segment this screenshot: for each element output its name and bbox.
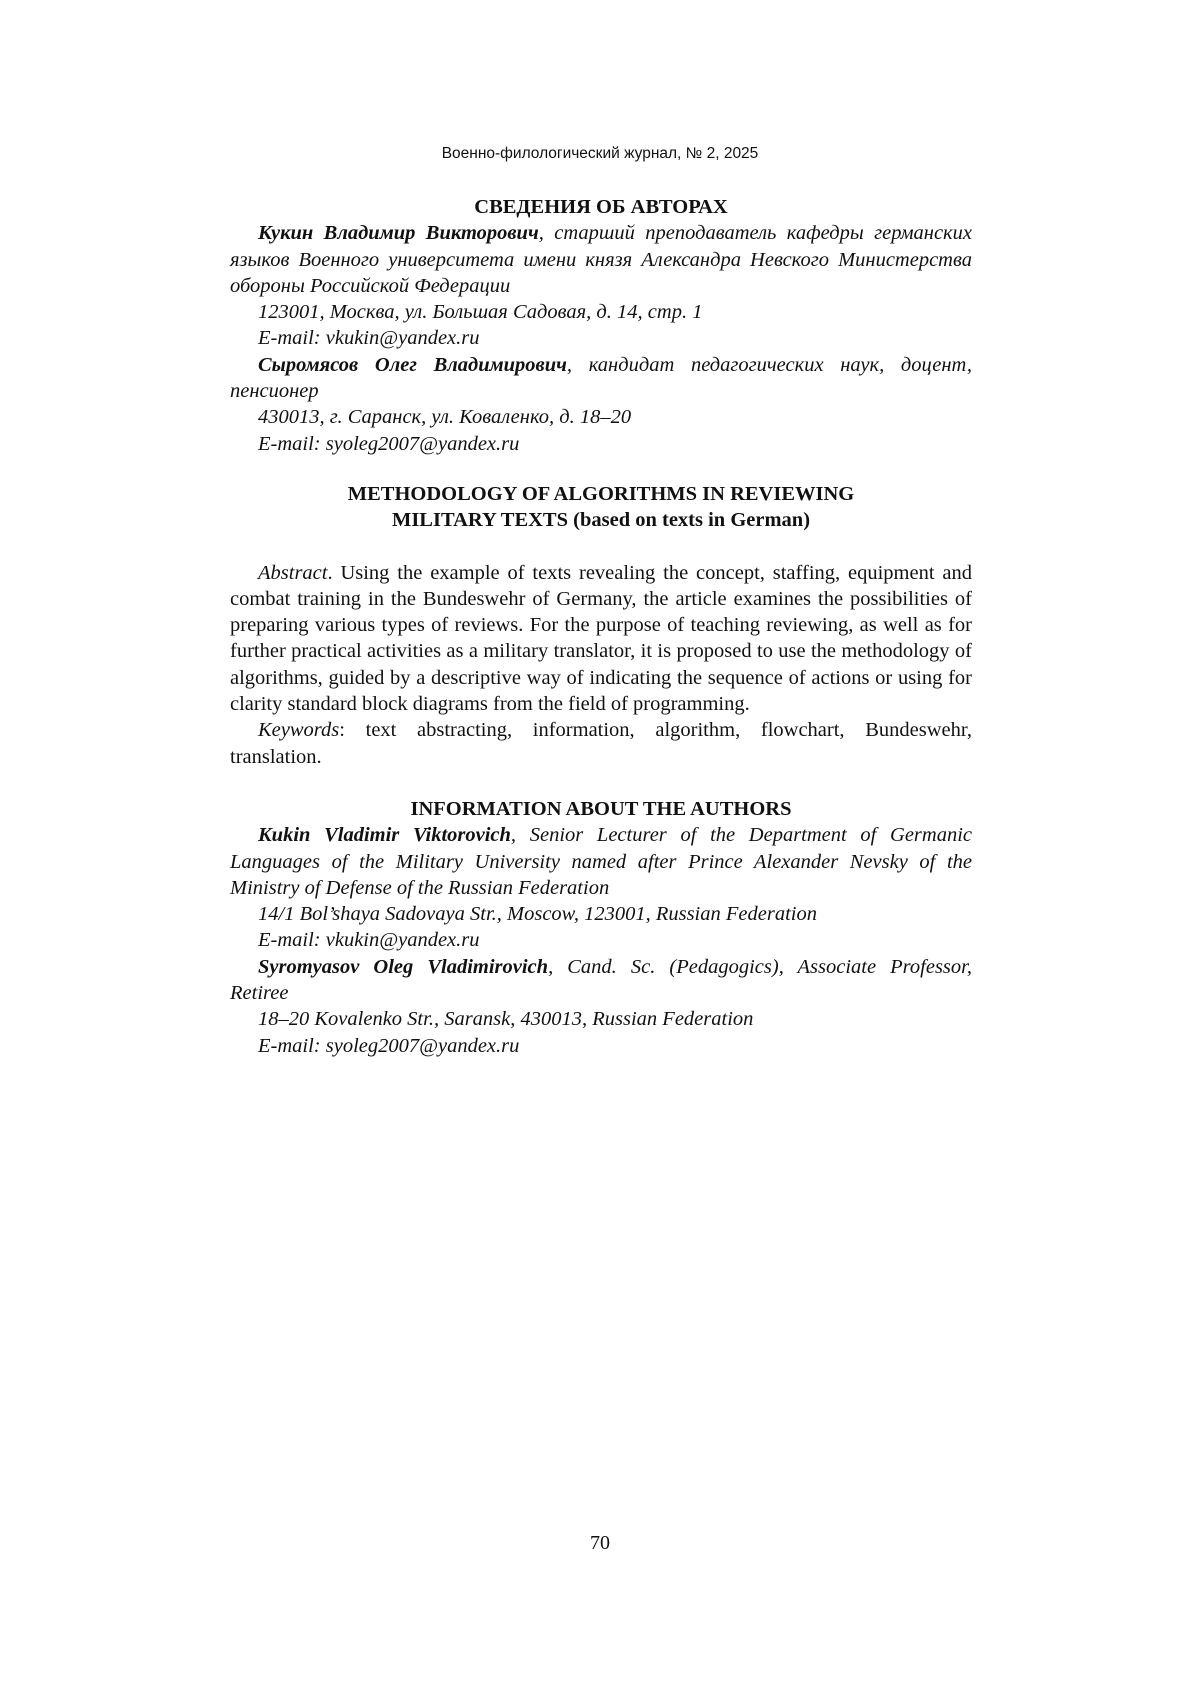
en-author1-address: 14/1 Bol’shaya Sadovaya Str., Moscow, 123001, Russian Federation (258, 903, 817, 926)
en-authors-title: INFORMATION ABOUT THE AUTHORS (410, 797, 792, 820)
spacer (230, 534, 972, 560)
ru-author2-position: , кандидат педагогических наук, доцент, пенсионер (230, 353, 972, 403)
keywords-text: : text abstracting, information, algorithm, flowchart, Bundeswehr, translation. (230, 719, 972, 768)
article-title-line2: MILITARY TEXTS (based on texts in German) (391, 509, 811, 532)
abstract-paragraph (230, 560, 972, 718)
abstract-section (230, 560, 972, 770)
keywords-paragraph (230, 717, 972, 770)
ru-author1-address: 123001, Москва, ул. Большая Садовая, д. 14, стр. 1 (258, 301, 703, 324)
ru-author2-affiliation (230, 352, 972, 405)
en-author2-name: Syromyasov Oleg Vladimirovich (258, 955, 549, 978)
en-author1-email: E-mail: vkukin@yandex.ru (258, 929, 480, 952)
ru-authors-title: СВЕДЕНИЯ ОБ АВТОРАХ (474, 196, 728, 218)
article-title-block (230, 481, 972, 534)
ru-author2-name: Сыромясов Олег Владимирович (258, 353, 567, 376)
spacer (230, 457, 972, 481)
page-number: 70 (590, 1532, 610, 1554)
ru-author1-email: E-mail: vkukin@yandex.ru (258, 327, 480, 350)
running-header: Военно-филологический журнал, № 2, 2025 (441, 145, 759, 162)
en-authors-section (230, 796, 972, 1059)
ru-author2-email: E-mail: syoleg2007@yandex.ru (258, 432, 520, 455)
en-author2-address: 18–20 Kovalenko Str., Saransk, 430013, Russian Federation (258, 1008, 754, 1031)
abstract-label: Abstract (258, 561, 328, 584)
spacer (230, 770, 972, 796)
article-title-line1: METHODOLOGY OF ALGORITHMS IN REVIEWING (347, 482, 855, 505)
ru-author1-affiliation (230, 220, 972, 299)
keywords-label: Keywords (258, 719, 340, 742)
ru-author2-address: 430013, г. Саранск, ул. Коваленко, д. 18–20 (258, 406, 632, 429)
en-author2-position: , Cand. Sc. (Pedagogics), Associate Professor, Retiree (230, 955, 972, 1005)
ru-author1-name: Кукин Владимир Викторович (258, 222, 539, 245)
en-author2-affiliation (230, 954, 972, 1007)
en-author1-position: , Senior Lecturer of the Department of Germanic Languages of the Military University named after Prince Alexander Nevsky of the Ministry of Defense of the Russian Federation (230, 824, 973, 899)
abstract-text: . Using the example of texts revealing the concept, staffing, equipment and combat training in the Bundeswehr of Germany, the article examines the possibilities of preparing various types of reviews. For the purpose of teaching reviewing, as well as for further practical activities as a military translator, it is proposed to use the methodology of algorithms, guided by a descriptive way of indicating the sequence of actions or using for clarity standard block diagrams from the field of programming. (230, 561, 972, 716)
en-author1-name: Kukin Vladimir Viktorovich (258, 824, 511, 847)
page-content (230, 194, 972, 1059)
ru-author1-position: , старший преподаватель кафедры германских языков Военного университета имени князя Александра Невского Министерства обороны Российской Федерации (230, 222, 972, 297)
ru-authors-section (230, 194, 972, 457)
en-author1-affiliation (230, 822, 972, 901)
en-author2-email: E-mail: syoleg2007@yandex.ru (258, 1034, 520, 1057)
